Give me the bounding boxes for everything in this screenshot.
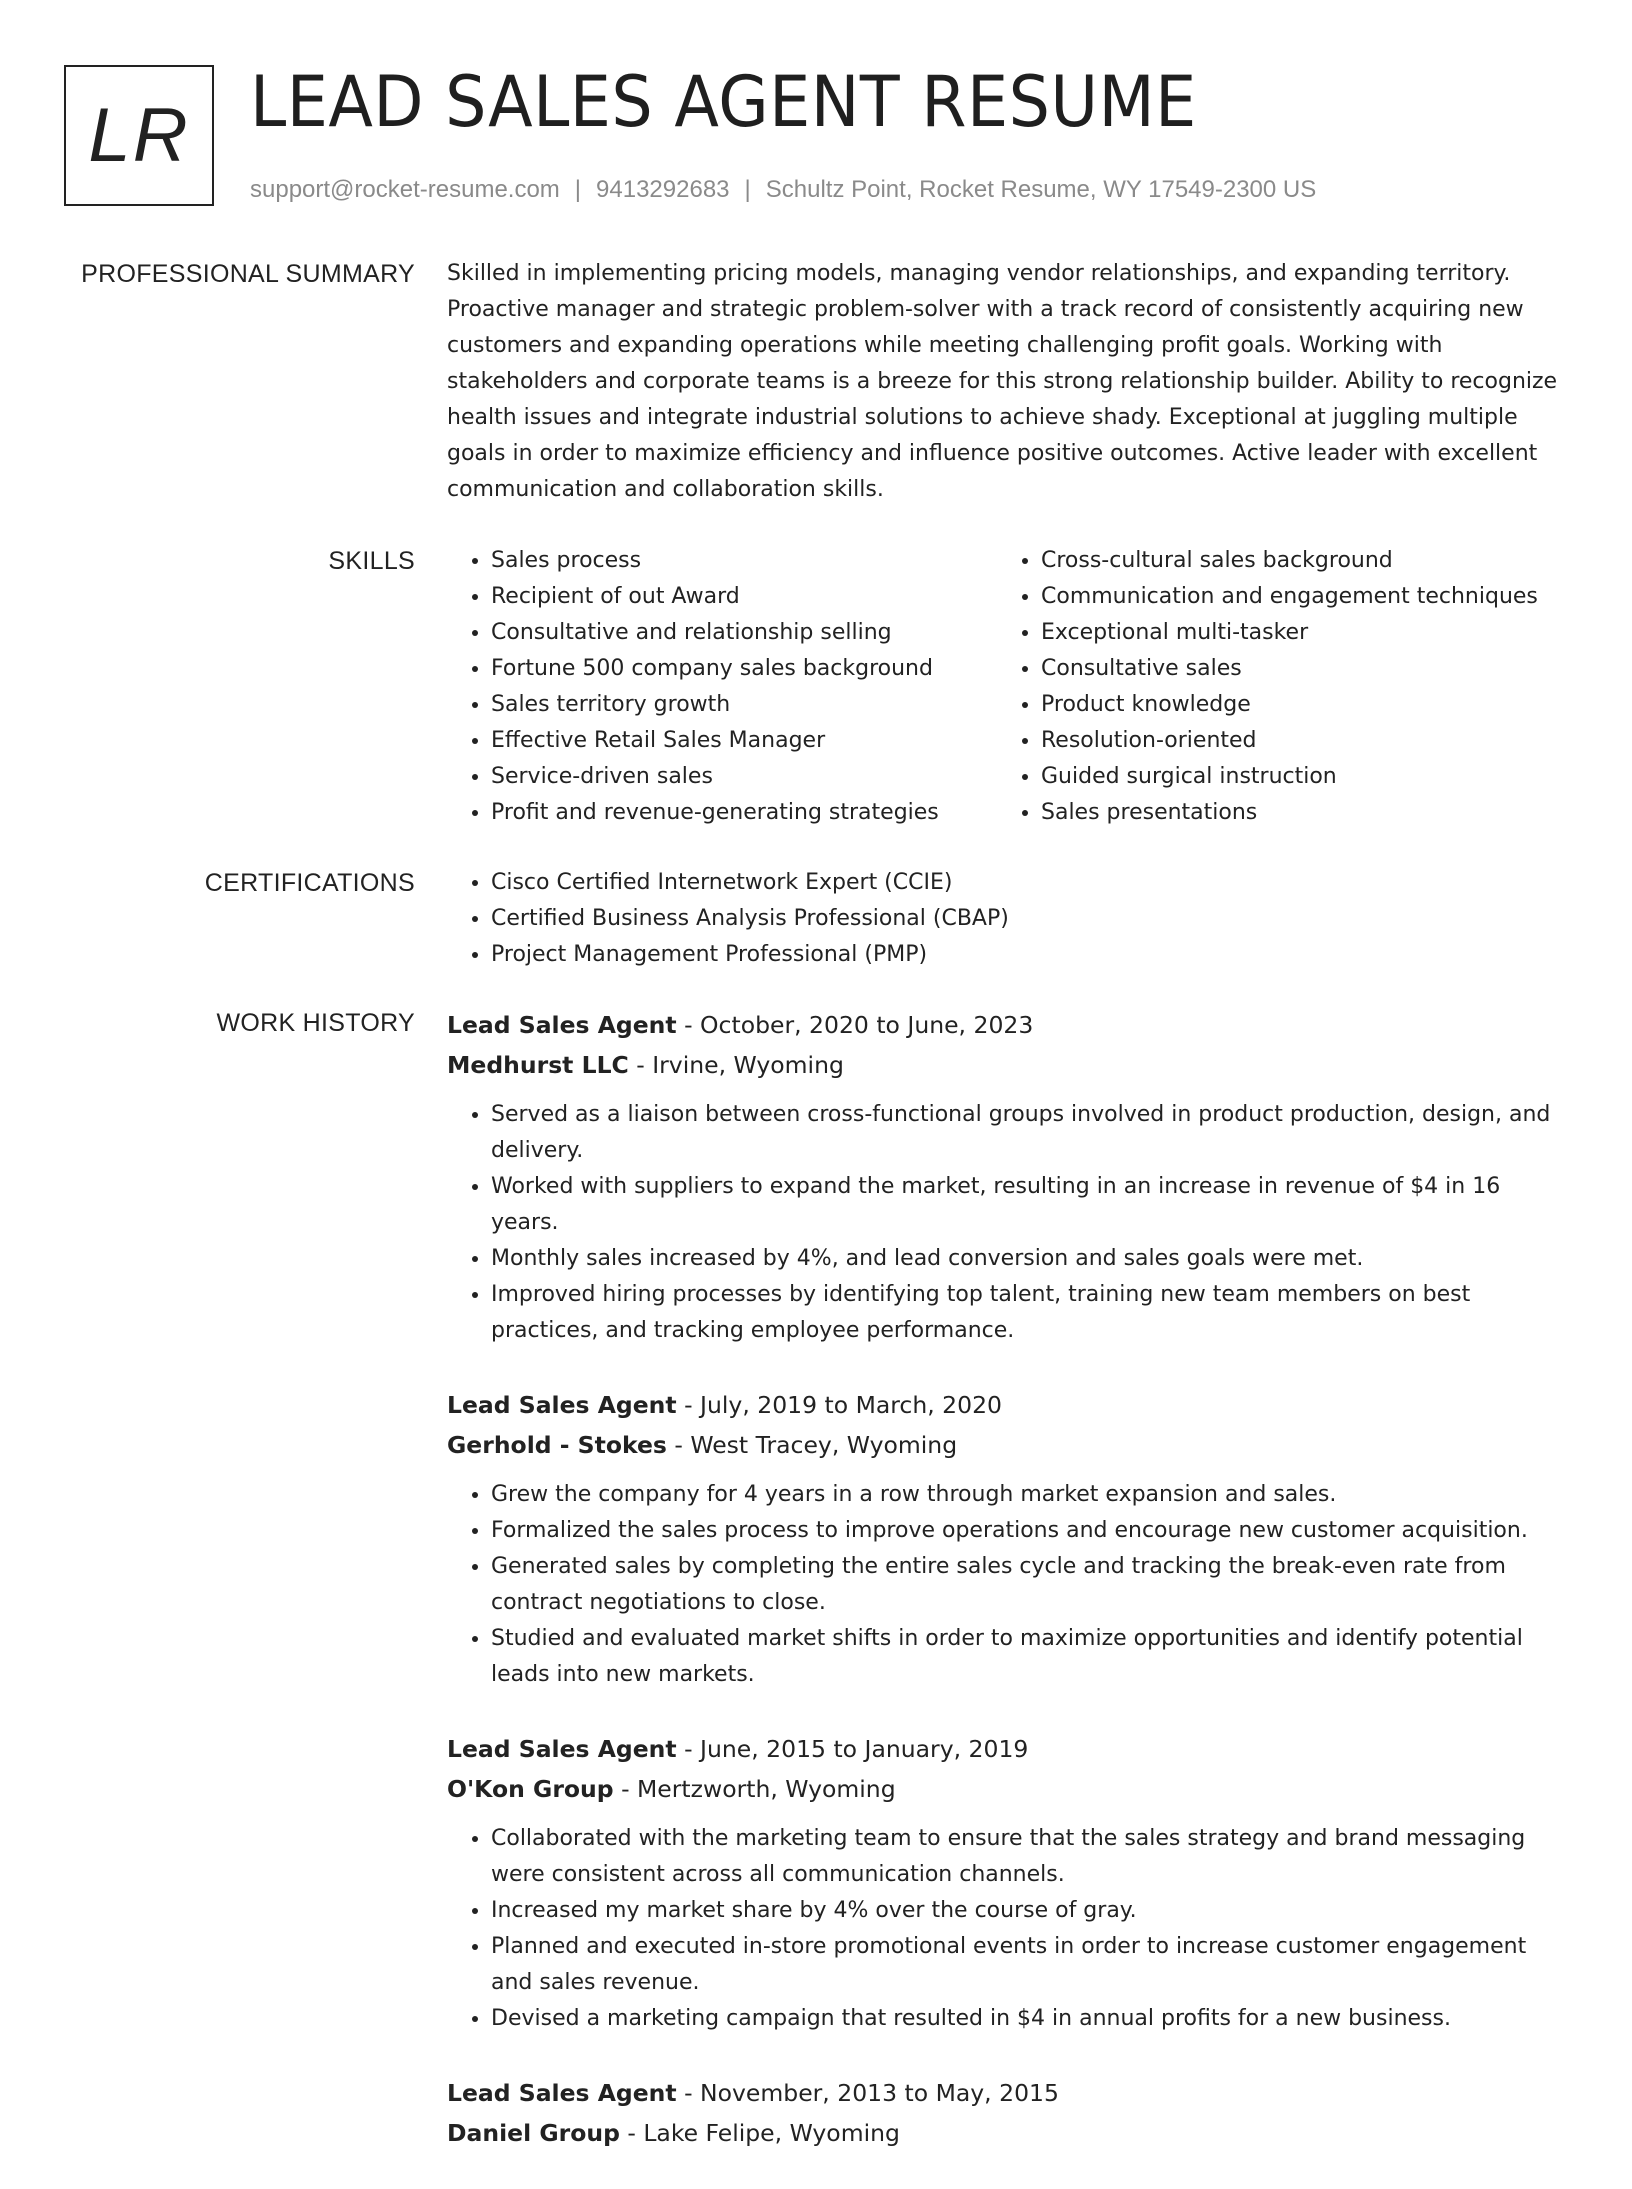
section-label-work-history: WORK HISTORY: [216, 1009, 415, 1037]
skills-body: [447, 543, 1567, 831]
job-location: - Irvine, Wyoming: [628, 1051, 844, 1079]
job-dates: - July, 2019 to March, 2020: [676, 1391, 1002, 1419]
job-bullet: • Formalized the sales process to improve operations and encourage new customer acquisition.: [491, 1513, 1567, 1549]
job-bullet: • Monthly sales increased by 4%, and lead conversion and sales goals were met.: [491, 1241, 1567, 1277]
job-entry: [447, 2073, 1567, 2153]
monogram-initials: LR: [88, 93, 190, 178]
job-dates: - June, 2015 to January, 2019: [676, 1735, 1029, 1763]
skill-item: • Recipient of out Award: [491, 579, 997, 615]
skill-item: • Sales territory growth: [491, 687, 997, 723]
skills-column-right: [997, 543, 1547, 831]
certification-item: • Cisco Certified Internetwork Expert (CCIE): [491, 865, 1567, 901]
job-entry: [447, 1385, 1567, 1693]
job-company: Medhurst LLC: [447, 1051, 629, 1079]
skill-item: • Cross-cultural sales background: [1041, 543, 1547, 579]
job-bullet: • Planned and executed in-store promotional events in order to increase customer engagement and sales revenue.: [491, 1929, 1567, 2001]
skill-item: • Fortune 500 company sales background: [491, 651, 997, 687]
skill-item: • Product knowledge: [1041, 687, 1547, 723]
contact-line: [250, 174, 1316, 206]
skills-column-left: [447, 543, 997, 831]
job-bullet: • Devised a marketing campaign that resulted in $4 in annual profits for a new business.: [491, 2001, 1567, 2037]
resume-title: LEAD SALES AGENT RESUME: [250, 61, 1197, 143]
contact-phone[interactable]: 9413292683: [596, 176, 730, 203]
skill-item: • Consultative and relationship selling: [491, 615, 997, 651]
skill-item: • Effective Retail Sales Manager: [491, 723, 997, 759]
job-bullet: • Served as a liaison between cross-functional groups involved in product production, design, and delivery.: [491, 1097, 1567, 1169]
job-title: Lead Sales Agent: [447, 1735, 677, 1763]
skill-item: • Service-driven sales: [491, 759, 997, 795]
section-label-skills: SKILLS: [328, 547, 415, 575]
skill-item: • Sales process: [491, 543, 997, 579]
job-title-line: [447, 1385, 1567, 1425]
certification-item: • Project Management Professional (PMP): [491, 937, 1567, 973]
job-location: - West Tracey, Wyoming: [666, 1431, 958, 1459]
job-title: Lead Sales Agent: [447, 1011, 677, 1039]
summary-text: Skilled in implementing pricing models, managing vendor relationships, and expanding territory. Proactive manager and strategic problem-solver with a track record of consistently acquiring new customers and expanding operations while meeting challenging profit goals. Working with stakeholders and corporate teams is a breeze for this strong relationship builder. Ability to recognize health issues and integrate industrial solutions to achieve shady. Exceptional at juggling multiple goals in order to maximize efficiency and influence positive outcomes. Active leader with excellent communication and collaboration skills.: [447, 261, 1558, 502]
job-title: Lead Sales Agent: [447, 2079, 677, 2107]
certification-item: • Certified Business Analysis Professional (CBAP): [491, 901, 1567, 937]
skill-item: • Guided surgical instruction: [1041, 759, 1547, 795]
job-bullet: • Studied and evaluated market shifts in order to maximize opportunities and identify potential leads into new markets.: [491, 1621, 1567, 1693]
section-label-certifications: CERTIFICATIONS: [204, 869, 415, 897]
job-bullet: • Grew the company for 4 years in a row through market expansion and sales.: [491, 1477, 1567, 1513]
contact-separator: |: [744, 176, 751, 203]
job-title-line: [447, 2073, 1567, 2113]
job-company-line: [447, 1769, 1567, 1809]
job-title-line: [447, 1729, 1567, 1769]
job-company-line: [447, 1425, 1567, 1465]
job-company-line: [447, 1045, 1567, 1085]
job-bullet: • Collaborated with the marketing team to ensure that the sales strategy and brand messaging were consistent across all communication channels.: [491, 1821, 1567, 1893]
skill-item: • Consultative sales: [1041, 651, 1547, 687]
work-history-body: [447, 1005, 1567, 2189]
job-entry: [447, 1005, 1567, 1349]
skill-item: • Sales presentations: [1041, 795, 1547, 831]
skill-item: • Profit and revenue-generating strategies: [491, 795, 997, 831]
job-bullet: • Increased my market share by 4% over the course of gray.: [491, 1893, 1567, 1929]
job-bullet: • Improved hiring processes by identifying top talent, training new team members on best practices, and tracking employee performance.: [491, 1277, 1567, 1349]
job-company: Daniel Group: [447, 2119, 620, 2147]
job-title-line: [447, 1005, 1567, 1045]
job-entry: [447, 1729, 1567, 2037]
monogram-badge: [64, 65, 214, 206]
job-company: Gerhold - Stokes: [447, 1431, 667, 1459]
job-company: O'Kon Group: [447, 1775, 614, 1803]
contact-email[interactable]: support@rocket-resume.com: [250, 176, 560, 203]
skill-item: • Communication and engagement techniques: [1041, 579, 1547, 615]
job-title: Lead Sales Agent: [447, 1391, 677, 1419]
job-location: - Mertzworth, Wyoming: [613, 1775, 896, 1803]
contact-address: Schultz Point, Rocket Resume, WY 17549-2300 US: [765, 176, 1317, 203]
summary-body: [447, 256, 1567, 508]
job-location: - Lake Felipe, Wyoming: [619, 2119, 900, 2147]
job-dates: - November, 2013 to May, 2015: [676, 2079, 1059, 2107]
skill-item: • Exceptional multi-tasker: [1041, 615, 1547, 651]
skill-item: • Resolution-oriented: [1041, 723, 1547, 759]
certifications-body: [447, 865, 1567, 973]
job-dates: - October, 2020 to June, 2023: [676, 1011, 1034, 1039]
job-company-line: [447, 2113, 1567, 2153]
job-bullet: • Worked with suppliers to expand the market, resulting in an increase in revenue of $4 in 16 years.: [491, 1169, 1567, 1241]
job-bullet: • Generated sales by completing the entire sales cycle and tracking the break-even rate from contract negotiations to close.: [491, 1549, 1567, 1621]
contact-separator: |: [574, 176, 582, 203]
section-label-summary: PROFESSIONAL SUMMARY: [81, 260, 415, 288]
